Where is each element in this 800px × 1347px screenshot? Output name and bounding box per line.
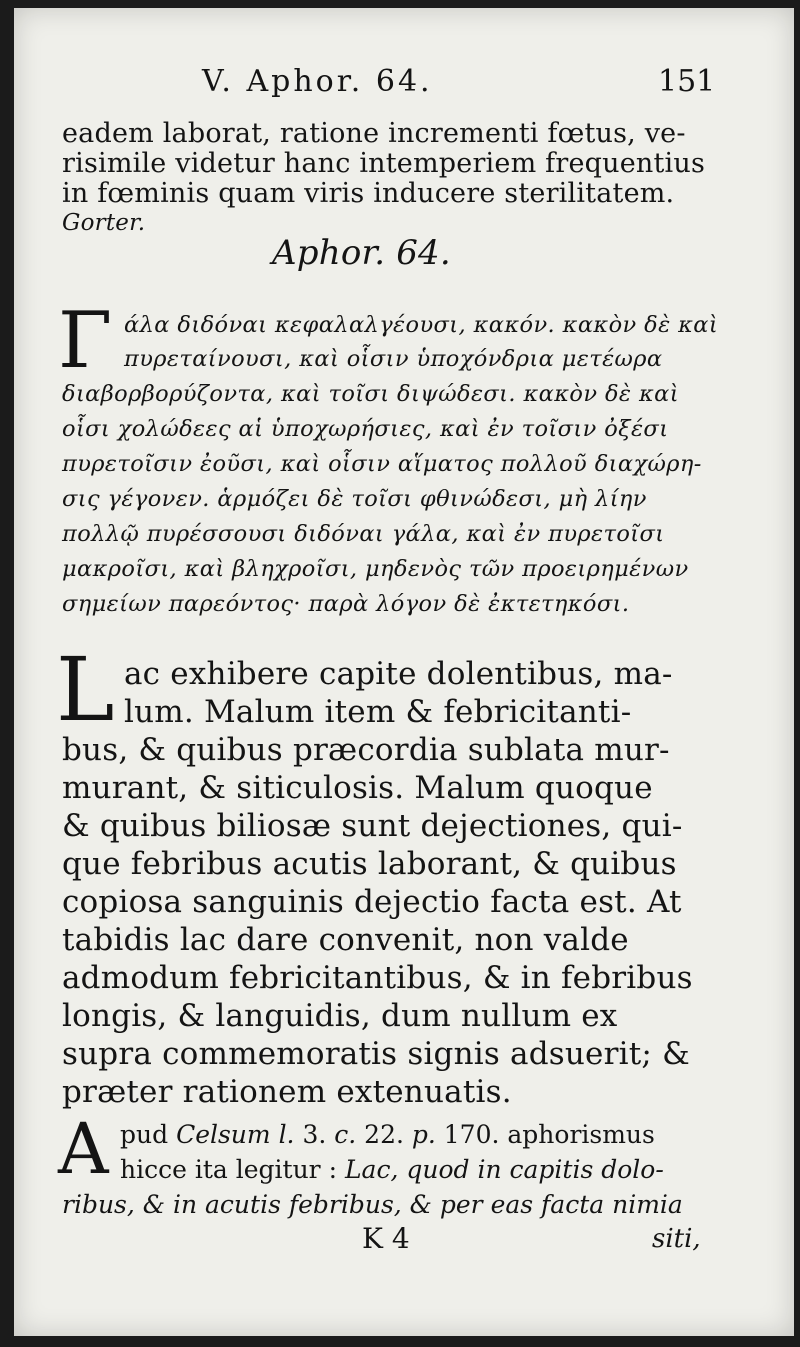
greek-line: διαβορβορύζοντα, καὶ τοῖσι διψώδεσι. κακὸν δὲ καὶ (62, 381, 679, 407)
greek-line: άλα διδόναι κεφαλαλγέουσι, κακόν. κακὸν δὲ καὶ (124, 312, 719, 338)
latin-line: & quibus biliosæ sunt dejectiones, qui- (62, 808, 683, 844)
commentary-line: risimile videtur hanc intemperiem frequentius (62, 148, 705, 179)
latin-line: copiosa sanguinis dejectio facta est. At (62, 884, 682, 920)
greek-drop-initial: Γ (58, 296, 113, 386)
catchword: siti, (652, 1224, 701, 1254)
latin-line: præter rationem extenuatis. (62, 1074, 512, 1110)
latin-line: longis, & languidis, dum nullum ex (62, 998, 618, 1034)
header-chapter: V. Aphor. 64. (202, 64, 433, 99)
greek-line: σημείων παρεόντος· παρὰ λόγον δὲ ἐκτετηκόσι. (62, 591, 630, 617)
commentary-line: in fœminis quam viris inducere sterilitatem. (62, 178, 675, 209)
text-run: hicce ita legitur : (120, 1155, 345, 1184)
greek-line: μακροῖσι, καὶ βληχροῖσι, μηδενὸς τῶν προειρημένων (62, 556, 689, 582)
latin-line: supra commemoratis signis adsuerit; & (62, 1036, 690, 1072)
latin-drop-initial: L (56, 638, 115, 741)
citation-italic: p. (411, 1120, 436, 1149)
aphorism-title: Aphor. 64. (272, 233, 451, 273)
commentary-line: eadem laborat, ratione incrementi fœtus, ve- (62, 118, 686, 149)
commentary-line (120, 1155, 664, 1184)
citation-italic: Celsum l. (176, 1120, 295, 1149)
latin-line: que febribus acutis laborant, & quibus (62, 846, 677, 882)
author-reference: Gorter. (62, 210, 146, 236)
text-run: 170. aphorismus (435, 1120, 655, 1149)
commentary-drop-initial: A (58, 1108, 109, 1190)
text-run: pud (120, 1120, 177, 1149)
citation-italic: c. (334, 1120, 357, 1149)
signature-mark: K 4 (362, 1222, 410, 1255)
latin-line: admodum febricitantibus, & in febribus (62, 960, 693, 996)
commentary-line: ribus, & in acutis febribus, & per eas facta nimia (62, 1190, 683, 1219)
latin-line: ac exhibere capite dolentibus, ma- (124, 656, 673, 692)
text-run: 3. (294, 1120, 335, 1149)
latin-line: tabidis lac dare convenit, non valde (62, 922, 629, 958)
greek-line: οἷσι χολώδεες αἱ ὑποχωρήσιες, καὶ ἐν τοῖσιν ὀξέσι (62, 416, 669, 442)
page-number: 151 (658, 64, 716, 99)
latin-line: murant, & siticulosis. Malum quoque (62, 770, 653, 806)
text-run: 22. (356, 1120, 412, 1149)
greek-line: πυρετοῖσιν ἐοῦσι, καὶ οἷσιν αἵματος πολλοῦ διαχώρη- (62, 451, 702, 477)
commentary-line (120, 1120, 655, 1149)
greek-line: πολλῷ πυρέσσουσι διδόναι γάλα, καὶ ἐν πυρετοῖσι (62, 521, 665, 547)
quote-italic: Lac, quod in capitis dolo- (344, 1155, 664, 1184)
book-page (14, 8, 794, 1336)
greek-line: πυρεταίνουσι, καὶ οἷσιν ὑποχόνδρια μετέωρα (124, 346, 663, 372)
latin-line: lum. Malum item & febricitanti- (124, 694, 632, 730)
greek-line: σις γέγονεν. ἁρμόζει δὲ τοῖσι φθινώδεσι, μὴ λίην (62, 486, 647, 512)
latin-line: bus, & quibus præcordia sublata mur- (62, 732, 670, 768)
